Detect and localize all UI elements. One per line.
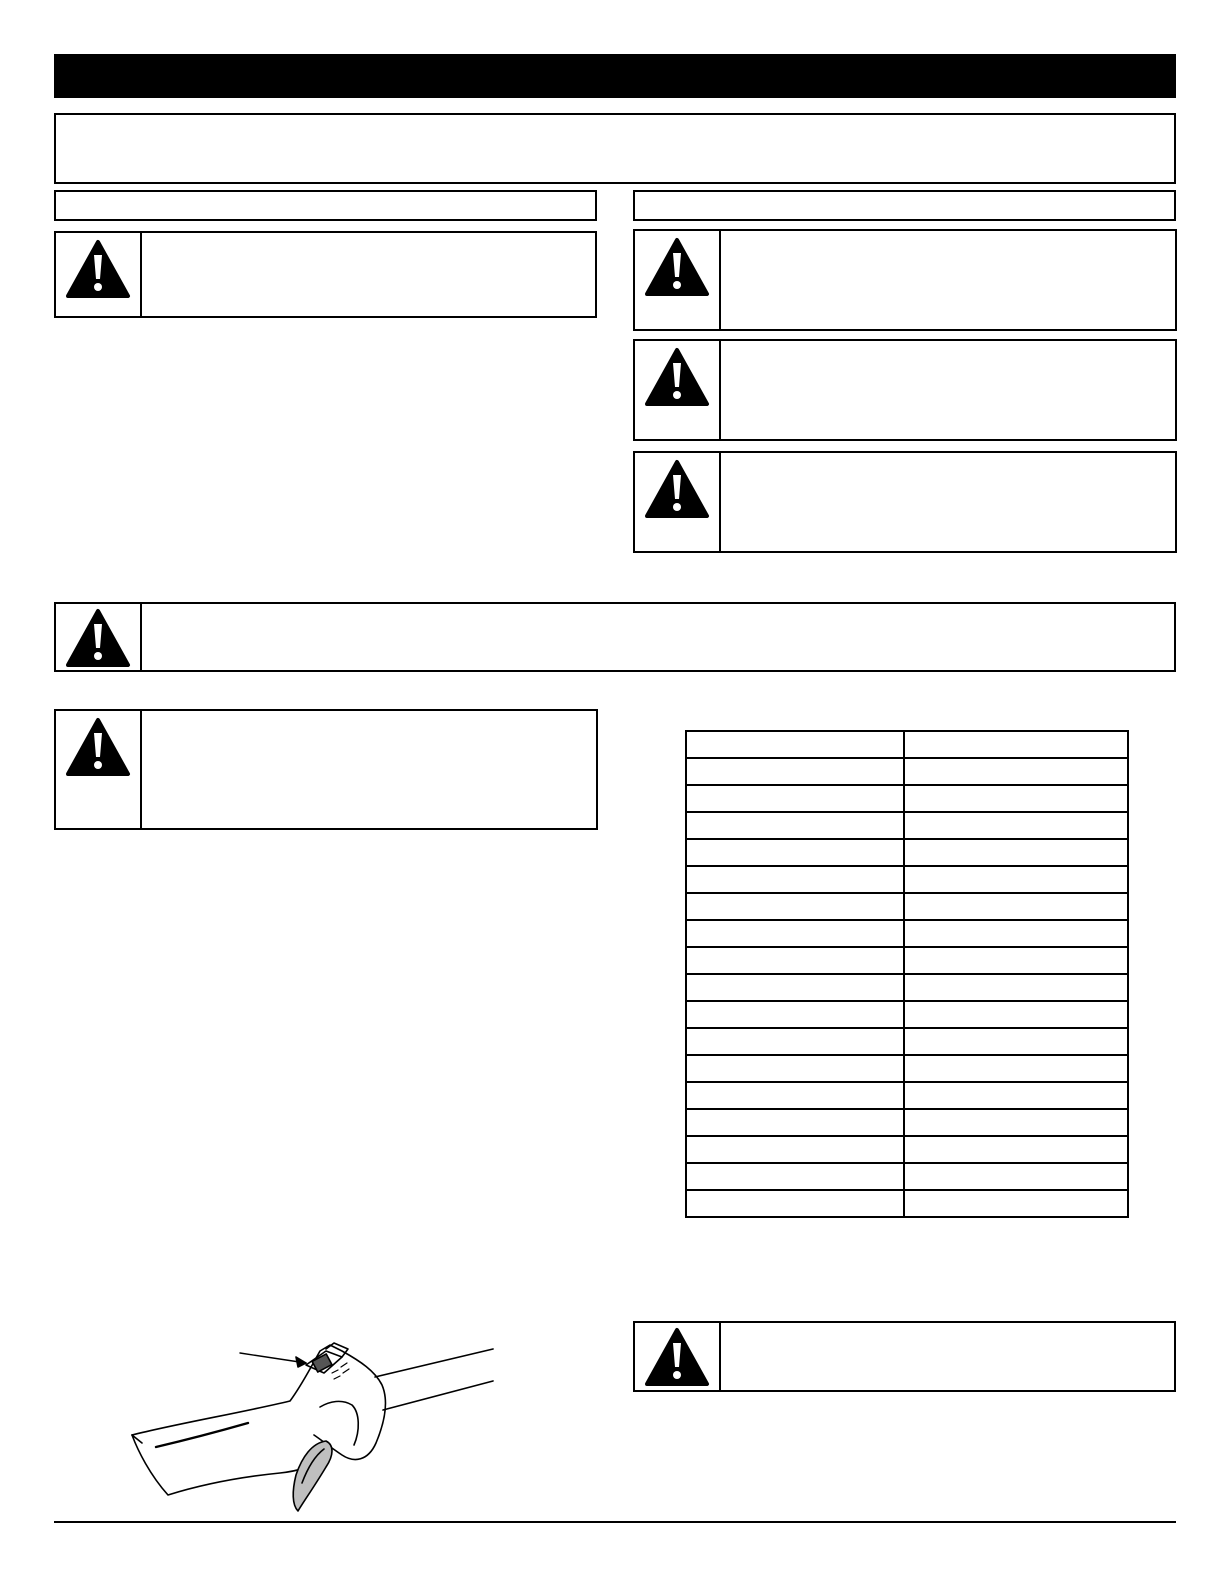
warning-icon-cell xyxy=(56,233,142,316)
table-row xyxy=(686,1109,1128,1136)
table-row xyxy=(686,1028,1128,1055)
spec-label-cell xyxy=(686,1082,904,1109)
table-row xyxy=(686,1055,1128,1082)
warning-box-right-1 xyxy=(633,229,1177,331)
table-row xyxy=(686,893,1128,920)
warning-box-right-4 xyxy=(633,1321,1176,1392)
spec-label-cell xyxy=(686,974,904,1001)
warning-triangle-icon xyxy=(644,237,710,297)
warning-box-left-1 xyxy=(54,231,597,318)
table-row xyxy=(686,1082,1128,1109)
spec-label-cell xyxy=(686,785,904,812)
warning-icon-cell xyxy=(635,231,721,329)
spec-value-cell xyxy=(904,974,1128,1001)
spec-label-cell xyxy=(686,1001,904,1028)
spec-label-cell xyxy=(686,947,904,974)
spec-label-cell xyxy=(686,1109,904,1136)
spec-value-cell xyxy=(904,812,1128,839)
spec-value-cell xyxy=(904,1109,1128,1136)
warning-text xyxy=(142,233,595,316)
spec-label-cell xyxy=(686,1163,904,1190)
spec-label-cell xyxy=(686,731,904,758)
warning-text xyxy=(721,453,1175,551)
footer-divider xyxy=(54,1521,1176,1523)
spec-label-cell xyxy=(686,1028,904,1055)
table-row xyxy=(686,1001,1128,1028)
spec-value-cell xyxy=(904,893,1128,920)
warning-triangle-icon xyxy=(644,347,710,407)
warning-text xyxy=(142,711,596,828)
spec-value-cell xyxy=(904,731,1128,758)
right-section-header xyxy=(633,190,1176,221)
warning-icon-cell xyxy=(635,453,721,551)
warning-icon-cell xyxy=(56,711,142,828)
warning-triangle-icon xyxy=(644,459,710,519)
spec-label-cell xyxy=(686,893,904,920)
spec-value-cell xyxy=(904,839,1128,866)
spec-label-cell xyxy=(686,839,904,866)
spec-label-cell xyxy=(686,812,904,839)
spec-value-cell xyxy=(904,758,1128,785)
spec-label-cell xyxy=(686,1190,904,1217)
page-title-bar xyxy=(54,54,1176,98)
table-row xyxy=(686,947,1128,974)
warning-triangle-icon xyxy=(644,1327,710,1387)
spec-label-cell xyxy=(686,866,904,893)
warning-text xyxy=(142,604,1174,670)
spec-value-cell xyxy=(904,920,1128,947)
warning-text xyxy=(721,1323,1174,1390)
spec-label-cell xyxy=(686,758,904,785)
spec-label-cell xyxy=(686,920,904,947)
table-row xyxy=(686,920,1128,947)
table-row xyxy=(686,974,1128,1001)
table-row xyxy=(686,785,1128,812)
warning-triangle-icon xyxy=(65,717,131,777)
spec-value-cell xyxy=(904,1163,1128,1190)
specifications-table xyxy=(685,730,1129,1218)
table-row xyxy=(686,1190,1128,1217)
warning-icon-cell xyxy=(635,1323,721,1390)
warning-box-left-2 xyxy=(54,709,598,830)
table-row xyxy=(686,731,1128,758)
left-section-header xyxy=(54,190,597,221)
spec-value-cell xyxy=(904,1055,1128,1082)
warning-box-full-width xyxy=(54,602,1176,672)
warning-triangle-icon xyxy=(65,608,131,668)
warning-text xyxy=(721,231,1175,329)
spec-value-cell xyxy=(904,785,1128,812)
warning-icon-cell xyxy=(56,604,142,670)
table-row xyxy=(686,1136,1128,1163)
warning-text xyxy=(721,341,1175,439)
warning-triangle-icon xyxy=(65,239,131,299)
spec-label-cell xyxy=(686,1136,904,1163)
warning-box-right-2 xyxy=(633,339,1177,441)
table-row xyxy=(686,839,1128,866)
spec-value-cell xyxy=(904,1082,1128,1109)
spec-value-cell xyxy=(904,1136,1128,1163)
table-row xyxy=(686,866,1128,893)
table-row xyxy=(686,758,1128,785)
spec-value-cell xyxy=(904,1001,1128,1028)
spec-value-cell xyxy=(904,1028,1128,1055)
spec-value-cell xyxy=(904,1190,1128,1217)
table-row xyxy=(686,1163,1128,1190)
warning-box-right-3 xyxy=(633,451,1177,553)
notice-box xyxy=(54,113,1176,184)
trimmer-handle-switch-illustration xyxy=(120,1335,510,1515)
spec-value-cell xyxy=(904,866,1128,893)
spec-value-cell xyxy=(904,947,1128,974)
warning-icon-cell xyxy=(635,341,721,439)
table-row xyxy=(686,812,1128,839)
spec-label-cell xyxy=(686,1055,904,1082)
